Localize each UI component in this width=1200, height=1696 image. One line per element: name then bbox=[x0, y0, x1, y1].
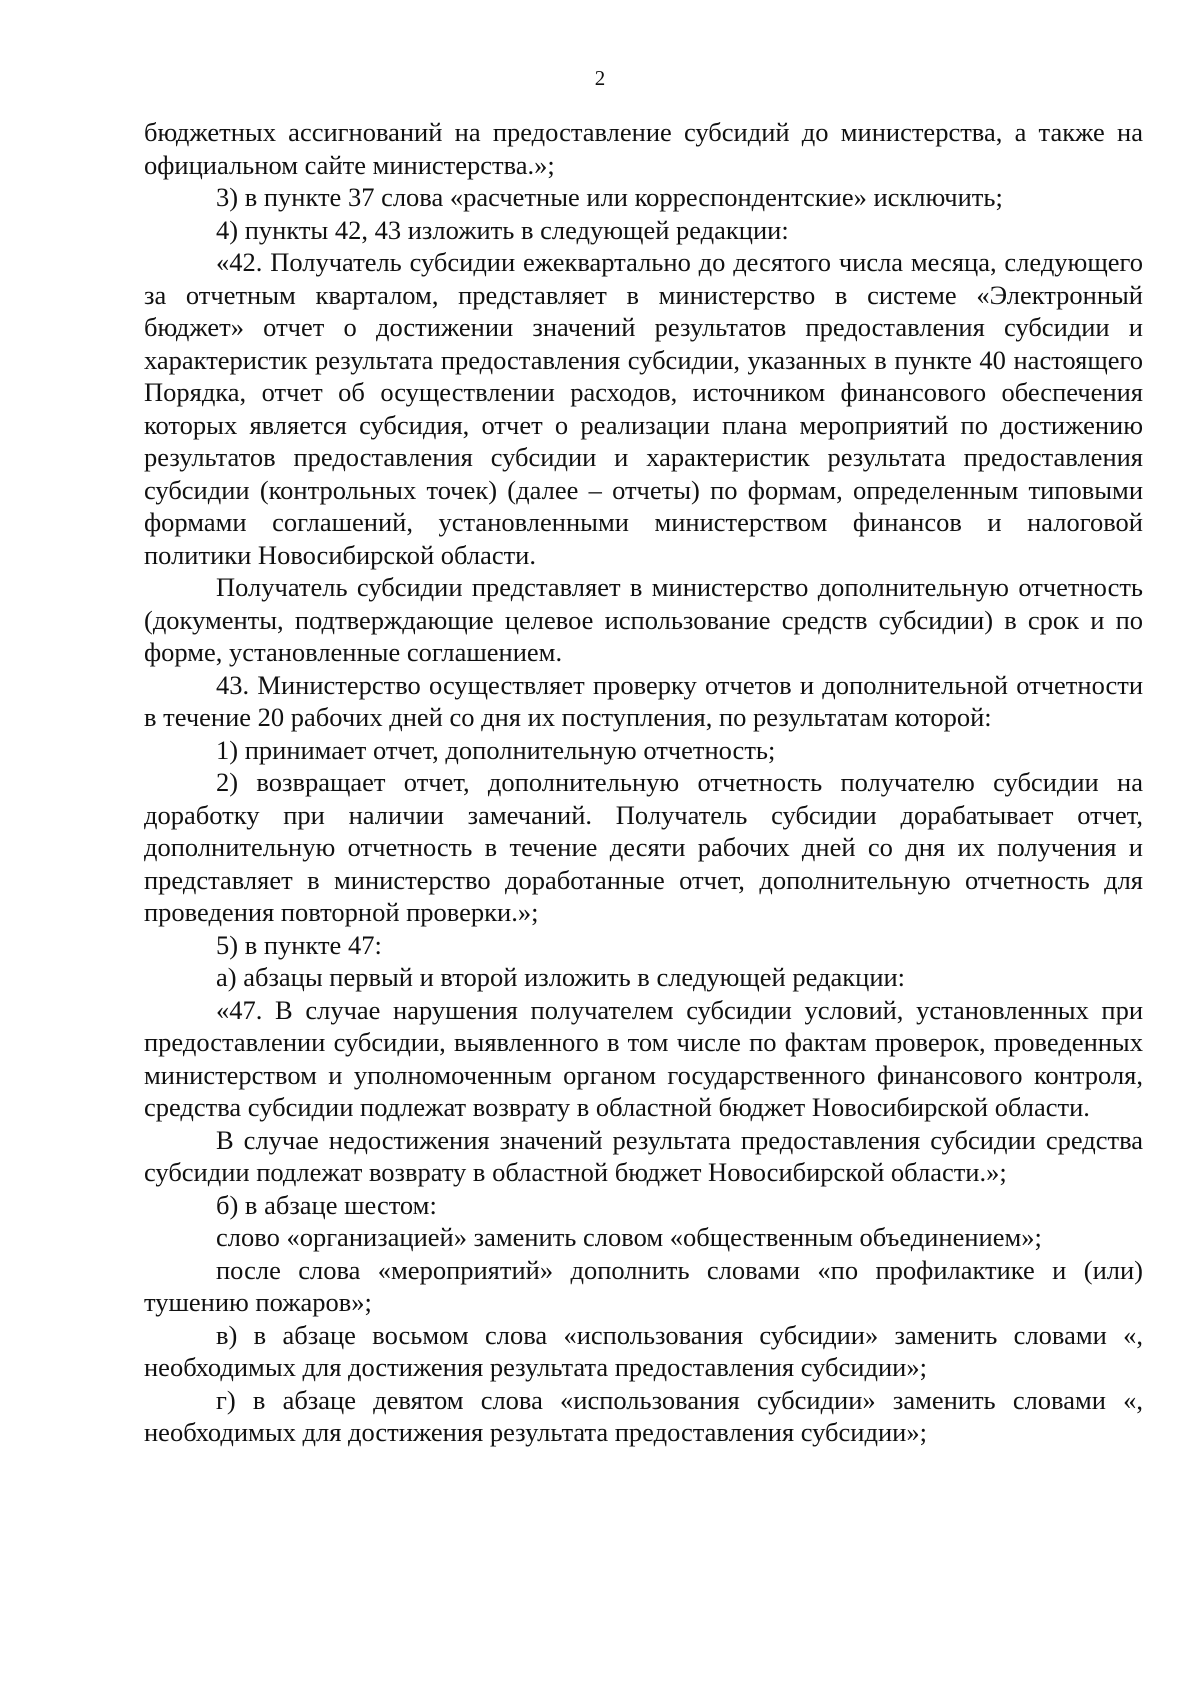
paragraph: слово «организацией» заменить словом «общественным объединением»; bbox=[216, 1222, 1042, 1252]
document-body bbox=[144, 116, 1143, 1449]
paragraph: 1) принимает отчет, дополнительную отчетность; bbox=[216, 734, 776, 765]
paragraph: 5) в пункте 47: bbox=[216, 929, 382, 960]
paragraph: бюджетных ассигнований на предоставление субсидий до министерства, а также на официальном сайте министерства.»; bbox=[144, 117, 1143, 180]
paragraph: 43. Министерство осуществляет проверку отчетов и дополнительной отчетности в течение 20 рабочих дней со дня их поступления, по результатам которой: bbox=[144, 669, 1143, 732]
paragraph: «47. В случае нарушения получателем субсидии условий, установленных при предоставлении субсидии, выявленного в том числе по фактам проверок, проведенных министерством и уполномоченным органом государственного финансового контроля, средства субсидии подлежат возврату в областной бюджет Новосибирской области. bbox=[144, 994, 1143, 1122]
paragraph: 2) возвращает отчет, дополнительную отчетность получателю субсидии на доработку при наличии замечаний. Получатель субсидии дорабатывает отчет, дополнительную отчетность в течение десяти рабочих дней со дня их получения и представляет в министерство доработанные отчет, дополнительную отчетность для проведения повторной проверки.»; bbox=[144, 767, 1143, 927]
paragraph: г) в абзаце девятом слова «использования субсидии» заменить словами «, необходимых для достижения результата предоставления субсидии»; bbox=[144, 1384, 1143, 1447]
paragraph: в) в абзаце восьмом слова «использования субсидии» заменить словами «, необходимых для достижения результата предоставления субсидии»; bbox=[144, 1319, 1143, 1382]
page-number: 2 bbox=[594, 66, 606, 90]
paragraph: 4) пункты 42, 43 изложить в следующей редакции: bbox=[216, 214, 789, 245]
paragraph: а) абзацы первый и второй изложить в следующей редакции: bbox=[216, 962, 906, 992]
paragraph: 3) в пункте 37 слова «расчетные или корреспондентские» исключить; bbox=[216, 182, 1003, 212]
paragraph: В случае недостижения значений результата предоставления субсидии средства субсидии подлежат возврату в областной бюджет Новосибирской области.»; bbox=[144, 1124, 1143, 1187]
paragraph: после слова «мероприятий» дополнить словами «по профилактике и (или) тушению пожаров»; bbox=[144, 1254, 1143, 1317]
paragraph: «42. Получатель субсидии ежеквартально до десятого числа месяца, следующего за отчетным кварталом, представляет в министерство в системе «Электронный бюджет» отчет о достижении значений результатов предоставления субсидии и характеристик результата предоставления субсидии, указанных в пункте 40 настоящего Порядка, отчет об осуществлении расходов, источником финансового обеспечения которых является субсидия, отчет о реализации плана мероприятий по достижению результатов предоставления субсидии и характеристик результата предоставления субсидии (контрольных точек) (далее – отчеты) по формам, определенным типовыми формами соглашений, установленными министерством финансов и налоговой политики Новосибирской области. bbox=[144, 247, 1143, 570]
paragraph: б) в абзаце шестом: bbox=[216, 1189, 437, 1220]
paragraph: Получатель субсидии представляет в министерство дополнительную отчетность (документы, подтверждающие целевое использование средств субсидии) в срок и по форме, установленные соглашением. bbox=[144, 572, 1143, 667]
